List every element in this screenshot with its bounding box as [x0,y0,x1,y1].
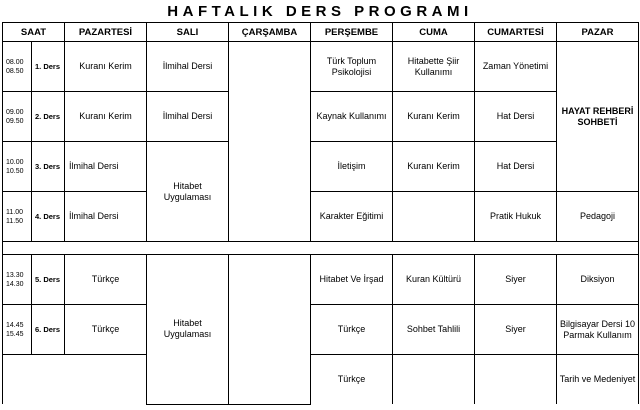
header-monday: PAZARTESİ [65,23,147,42]
time-cell: 14.45 15.45 [3,305,32,355]
time-cell: 10.00 10.50 [3,142,32,192]
gap-cell [3,242,639,255]
cell-saturday: Pratik Hukuk [475,192,557,242]
cell-thursday: Hitabet Ve İrşad [311,255,393,305]
cell-empty-left [3,355,147,405]
cell-sunday: Diksiyon [557,255,639,305]
cell-friday: Kuran Kültürü [393,255,475,305]
cell-monday: Kuranı Kerim [65,92,147,142]
cell-sunday-merged: HAYAT REHBERİ SOHBETİ [557,42,639,192]
cell-saturday: Zaman Yönetimi [475,42,557,92]
schedule-table [2,22,639,405]
lesson-label: 6. Ders [32,305,65,355]
lesson-label: 5. Ders [32,255,65,305]
lesson-row-2 [3,92,639,142]
cell-monday: Kuranı Kerim [65,42,147,92]
header-saturday: CUMARTESİ [475,23,557,42]
cell-monday: İlmihal Dersi [65,192,147,242]
cell-friday [393,192,475,242]
cell-saturday: Siyer [475,305,557,355]
cell-tuesday: İlmihal Dersi [147,42,229,92]
time-cell: 08.00 08.50 [3,42,32,92]
cell-saturday: Hat Dersi [475,92,557,142]
header-friday: CUMA [393,23,475,42]
header-wednesday: ÇARŞAMBA [229,23,311,42]
cell-monday: Türkçe [65,305,147,355]
cell-saturday [475,355,557,405]
lesson-row-1 [3,42,639,92]
cell-thursday: İletişim [311,142,393,192]
lesson-label: 2. Ders [32,92,65,142]
time-cell: 13.30 14.30 [3,255,32,305]
header-sunday: PAZAR [557,23,639,42]
lesson-row-5 [3,255,639,305]
header-thursday: PERŞEMBE [311,23,393,42]
header-saat: SAAT [3,23,65,42]
lesson-row-7 [3,355,639,405]
cell-friday: Kuranı Kerim [393,92,475,142]
page-title: HAFTALIK DERS PROGRAMI [167,3,473,20]
cell-thursday: Karakter Eğitimi [311,192,393,242]
cell-wednesday-morning [229,42,311,242]
lesson-label: 3. Ders [32,142,65,192]
time-cell: 09.00 09.50 [3,92,32,142]
lesson-row-3 [3,142,639,192]
cell-friday [393,355,475,405]
lesson-row-4 [3,192,639,242]
cell-thursday: Türkçe [311,305,393,355]
cell-thursday: Türk Toplum Psikolojisi [311,42,393,92]
cell-sunday: Tarih ve Medeniyet [557,355,639,405]
header-tuesday: SALI [147,23,229,42]
time-cell: 11.00 11.50 [3,192,32,242]
cell-tuesday: İlmihal Dersi [147,92,229,142]
lesson-label: 1. Ders [32,42,65,92]
header-row [3,23,639,42]
cell-sunday: Pedagoji [557,192,639,242]
cell-thursday: Kaynak Kullanımı [311,92,393,142]
lesson-row-6 [3,305,639,355]
cell-saturday: Hat Dersi [475,142,557,192]
cell-saturday: Siyer [475,255,557,305]
cell-friday: Sohbet Tahlili [393,305,475,355]
cell-monday: İlmihal Dersi [65,142,147,192]
cell-sunday: Bilgisayar Dersi 10 Parmak Kullanım [557,305,639,355]
lesson-label: 4. Ders [32,192,65,242]
cell-friday: Kuranı Kerim [393,142,475,192]
cell-friday: Hitabette Şiir Kullanımı [393,42,475,92]
lunch-gap-row [3,242,639,255]
cell-tuesday-merged: Hitabet Uygulaması [147,142,229,242]
cell-thursday: Türkçe [311,355,393,405]
cell-tuesday-merged: Hitabet Uygulaması [147,255,229,405]
cell-monday: Türkçe [65,255,147,305]
cell-wednesday-afternoon [229,255,311,405]
